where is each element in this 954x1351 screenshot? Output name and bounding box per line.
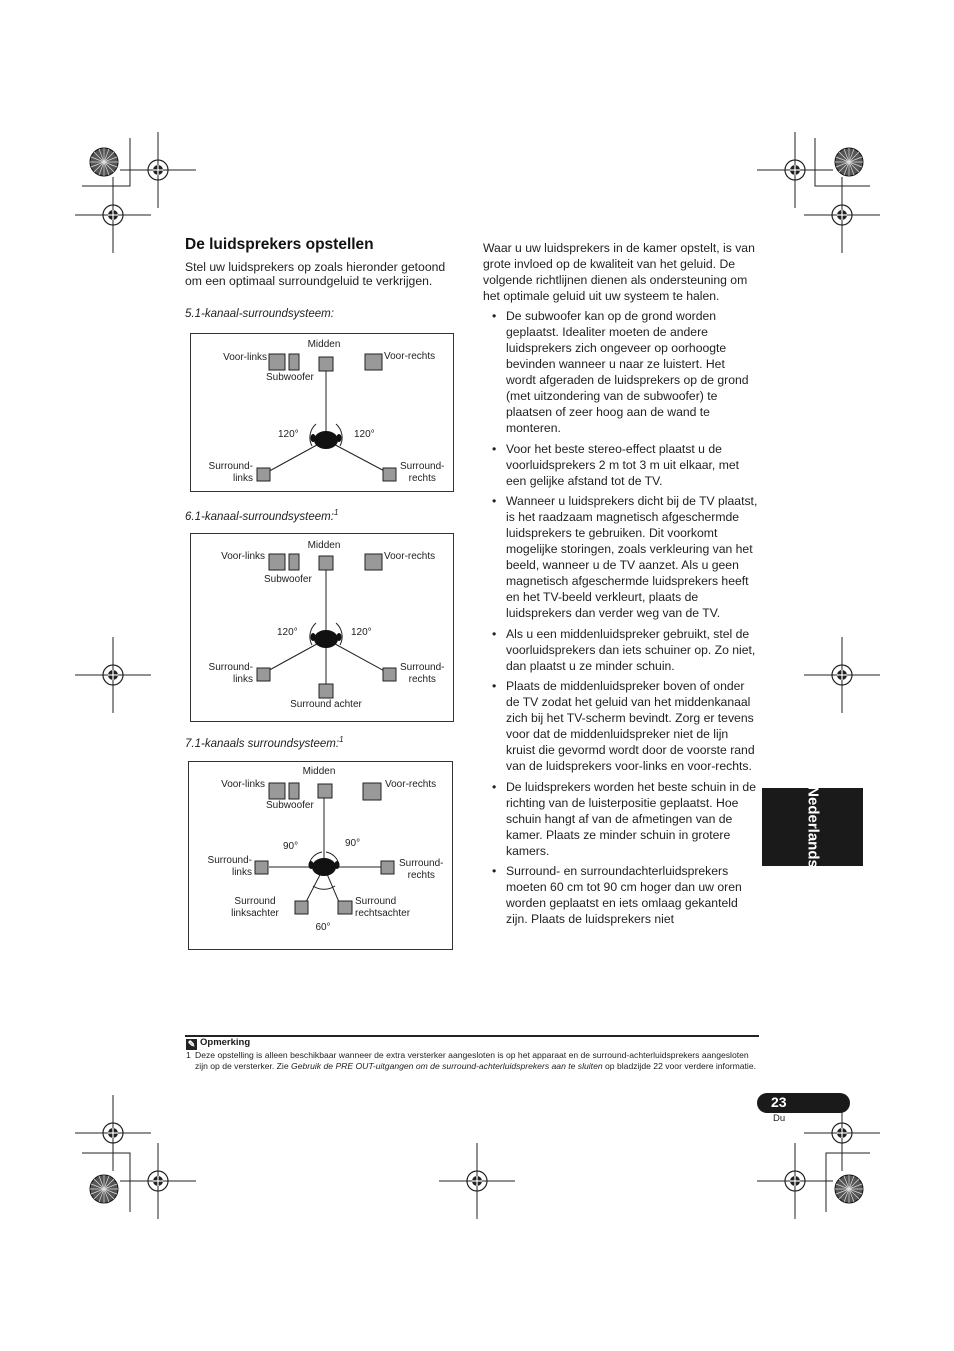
bullet-icon: •: [492, 309, 497, 323]
label-surround-back-right: Surround rechtsachter: [355, 896, 411, 919]
label-angle-back: 60°: [315, 922, 331, 933]
bullet-icon: •: [492, 494, 497, 508]
front-right-speaker: [365, 354, 382, 370]
center-speaker: [319, 556, 333, 570]
footnote: 1 Deze opstelling is alleen beschikbaar wanneer de extra versterker aangesloten is op het apparaat en de surround-achterluidsprekers aangesloten zijn op de versterker. Zie Gebruik de PRE OUT-uitgangen om de surround-achterluidsprekers aan te sluiten op bladzijde 22 voor verdere informatie.: [186, 1050, 756, 1071]
right-column: [483, 240, 758, 932]
center-speaker: [318, 784, 332, 798]
diagram-caption-7-1: 7.1-kanaals surroundsysteem:$^1$: [185, 735, 344, 750]
language-tab: [762, 788, 863, 866]
subwoofer-speaker: [289, 554, 299, 570]
label-front-left: Voor-links: [221, 551, 265, 562]
surround-left-speaker: [255, 861, 268, 874]
bullet-icon: •: [492, 679, 497, 693]
guidelines-list: [483, 308, 758, 927]
label-surround-right: Surround- rechts: [400, 461, 445, 484]
speaker-diagram-6-1: [190, 533, 454, 722]
label-front-right: Voor-rechts: [385, 779, 437, 790]
bullet-icon: •: [492, 441, 497, 456]
speaker-diagram-7-1: [188, 761, 453, 950]
page-language-code: Du: [773, 1113, 786, 1124]
surround-back-left-speaker: [295, 901, 308, 914]
front-left-speaker: [269, 354, 285, 370]
speaker-diagram-5-1: [190, 333, 454, 492]
label-angle-right: 90°: [345, 838, 361, 849]
label-front-right: Voor-rechts: [384, 551, 436, 562]
diagram-caption-6-1: 6.1-kanaal-surroundsysteem:$^1$: [185, 508, 339, 523]
front-left-speaker: [269, 554, 285, 570]
label-angle-right: 120°: [351, 627, 372, 638]
right-column-intro: Waar u uw luidsprekers in de kamer opstelt, is van grote invloed op de kwaliteit van het geluid. De volgende richtlijnen dienen als ondersteuning om het optimale geluid uit uw systeem te halen.: [483, 241, 755, 303]
page-number: 23: [771, 1094, 787, 1110]
language-tab-label: Nederlands: [804, 786, 821, 868]
intro-text: Stel uw luidsprekers op zoals hieronder getoond om een optimaal surroundgeluid te verkrijgen.: [185, 260, 446, 289]
label-surround-left: Surround- links: [208, 662, 253, 685]
list-item: • Wanneer u luidsprekers dicht bij de TV plaatst, is het raadzaam magnetisch afgeschermde luidsprekers te gebruiken. Dit voorkomt mogelijke storingen, zoals verkleuring van het beeld, wanneer u de TV aanzet. Als u geen magnetisch afgeschermde luidsprekers heeft en het TV-beeld verkleurt, plaats de luidsprekers dan verder weg van de TV.: [492, 494, 758, 620]
label-surround-back-left: Surround linksachter: [231, 896, 279, 919]
label-front-left: Voor-links: [223, 352, 267, 363]
front-left-speaker: [269, 783, 285, 799]
label-angle-left: 120°: [277, 627, 298, 638]
front-right-speaker: [363, 783, 381, 800]
section-title: De luidsprekers opstellen: [185, 236, 374, 253]
list-item: • Als u een middenluidspreker gebruikt, stel de voorluidsprekers dan iets schuiner op. Zo niet, dan plaatst u ze minder schuin.: [492, 626, 756, 673]
footnote-number: 1: [186, 1050, 191, 1060]
footnote-reference: Gebruik de PRE OUT-uitgangen om de surround-achterluidsprekers aan te sluiten: [291, 1060, 603, 1071]
diagram-caption-5-1: 5.1-kanaal-surroundsysteem:: [185, 308, 334, 320]
list-item: • Surround- en surroundachterluidsprekers moeten 60 cm tot 90 cm hoger dan uw oren worden geplaatst en iets omlaag gekanteld zijn. Plaats de luidsprekers niet: [492, 864, 742, 926]
surround-left-speaker: [257, 668, 270, 681]
label-subwoofer: Subwoofer: [264, 574, 312, 585]
list-item: • Plaats de middenluidspreker boven of onder de TV zodat het geluid van het middenkanaal zich bij het TV-scherm bevindt. Zorg er tevens voor dat de middenluidspreker niet de lijn kruist die gevormd wordt door de voorste rand van de luidsprekers voor-links en voor-rechts.: [492, 679, 755, 773]
label-surround-right: Surround- rechts: [400, 662, 445, 685]
label-surround-right: Surround- rechts: [399, 858, 444, 881]
bullet-icon: •: [492, 779, 497, 794]
label-subwoofer: Subwoofer: [266, 372, 314, 383]
surround-right-speaker: [383, 468, 396, 481]
bullet-icon: •: [492, 626, 497, 641]
label-front-right: Voor-rechts: [384, 351, 436, 362]
label-surround-left: Surround- links: [207, 855, 252, 878]
list-item: • De luidsprekers worden het beste schuin in de richting van de luisterpositie geplaatst. Hoe schuin hangt af van de afmetingen van de kamer. Plaats ze minder schuin in grotere kamers.: [492, 779, 756, 858]
label-surround-left: Surround- links: [208, 461, 253, 484]
listener-icon: [309, 858, 340, 876]
list-item: • De subwoofer kan op de grond worden geplaatst. Idealiter moeten de andere luidsprekers zich ongeveer op oorhoogte bevinden wanneer u naar ze luistert. Het wordt afgeraden de luidsprekers op de grond (met uitzondering van de subwoofer) te plaatsen of zeer hoog aan de wand te monteren.: [492, 309, 749, 435]
label-subwoofer: Subwoofer: [266, 800, 314, 811]
surround-back-right-speaker: [338, 901, 352, 914]
note-divider: [185, 1035, 759, 1037]
label-center: Midden: [307, 540, 341, 551]
surround-left-speaker: [257, 468, 270, 481]
subwoofer-speaker: [289, 783, 299, 799]
surround-right-speaker: [383, 668, 396, 681]
label-front-left: Voor-links: [221, 779, 265, 790]
surround-right-speaker: [381, 861, 394, 874]
label-surround-back: Surround achter: [290, 699, 362, 710]
note-pencil-icon: ✎: [187, 1039, 196, 1049]
label-angle-left: 120°: [278, 429, 299, 440]
front-right-speaker: [365, 554, 382, 570]
surround-back-speaker: [319, 684, 333, 698]
list-item: • Voor het beste stereo-effect plaatst u de voorluidsprekers 2 m tot 3 m uit elkaar, met een gelijke afstand tot de TV.: [492, 441, 740, 488]
subwoofer-speaker: [289, 354, 299, 370]
note-heading: ✎ Opmerking: [187, 1037, 251, 1049]
center-speaker: [319, 357, 333, 371]
page-number-badge: [757, 1093, 850, 1113]
label-angle-right: 120°: [354, 429, 375, 440]
label-center: Midden: [302, 766, 336, 777]
label-center: Midden: [307, 339, 341, 350]
label-angle-left: 90°: [283, 841, 299, 852]
bullet-icon: •: [492, 864, 497, 878]
